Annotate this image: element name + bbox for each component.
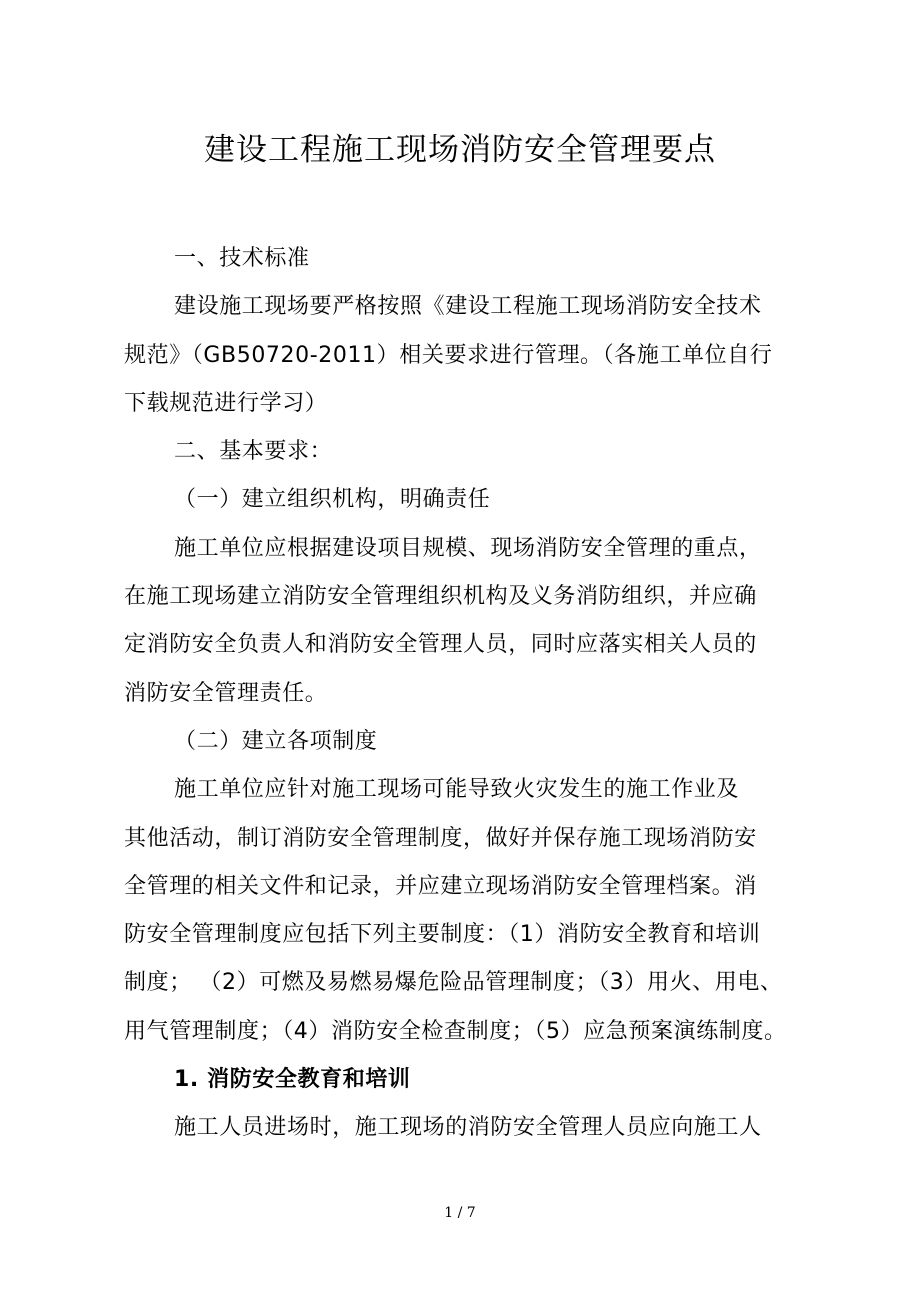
document-title: 建设工程施工现场消防安全管理要点 [204, 132, 716, 168]
paragraph-line: 防安全管理制度应包括下列主要制度：（1）消防安全教育和培训 [124, 922, 761, 948]
subsection-heading: （二）建立各项制度 [174, 728, 378, 754]
paragraph-line: 施工单位应根据建设项目规模、现场消防安全管理的重点， [174, 535, 762, 561]
paragraph-line: 全管理的相关文件和记录，并应建立现场消防安全管理档案。消 [124, 873, 757, 899]
section-heading: 一、技术标准 [174, 246, 310, 271]
paragraph-line: 建设施工现场要严格按照《建设工程施工现场消防安全技术 [174, 294, 762, 320]
paragraph-line: 定消防安全负责人和消防安全管理人员，同时应落实相关人员的 [124, 632, 757, 658]
numbered-heading: 1. 消防安全教育和培训 [174, 1067, 411, 1093]
paragraph-line: 其他活动，制订消防安全管理制度，做好并保存施工现场消防安 [124, 825, 757, 851]
paragraph-line: 制度； （2）可燃及易燃易爆危险品管理制度；（3）用火、用电、 [124, 970, 783, 996]
section-heading: 二、基本要求： [174, 439, 333, 465]
paragraph-line: 用气管理制度；（4）消防安全检查制度；（5）应急预案演练制度。 [124, 1018, 787, 1044]
paragraph-line: 下载规范进行学习） [124, 390, 328, 416]
document-body [124, 235, 814, 1153]
subsection-heading: （一）建立组织机构，明确责任 [174, 487, 491, 513]
paragraph-line: 在施工现场建立消防安全管理组织机构及义务消防组织，并应确 [124, 584, 757, 610]
paragraph-line: 规范》（GB50720-2011）相关要求进行管理。（各施工单位自行 [124, 342, 773, 368]
paragraph-line: 施工人员进场时，施工现场的消防安全管理人员应向施工人 [174, 1115, 762, 1141]
page-number: 1 / 7 [444, 1205, 476, 1221]
paragraph-line: 施工单位应针对施工现场可能导致火灾发生的施工作业及 [174, 777, 740, 803]
paragraph-line: 消防安全管理责任。 [124, 680, 328, 706]
